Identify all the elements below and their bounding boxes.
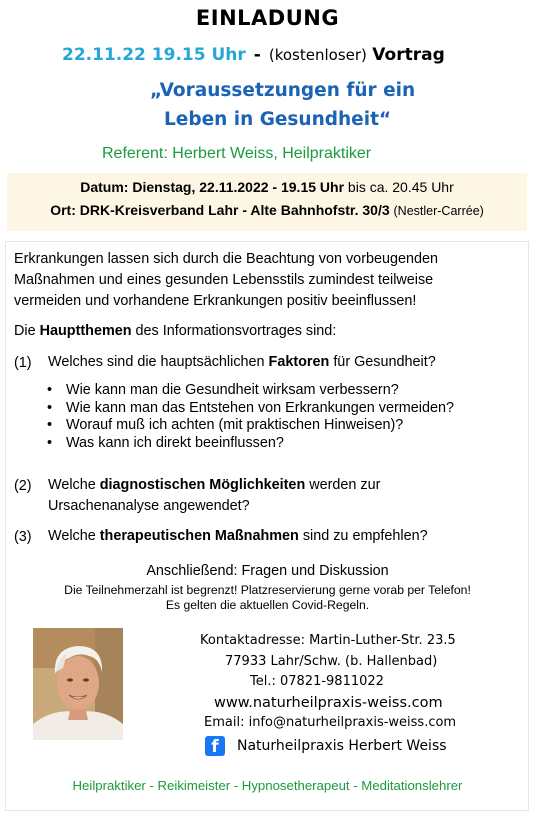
bullet-list — [44, 382, 454, 452]
footer-roles: Heilpraktiker - Reikimeister - Hypnosetherapeut - Meditationslehrer — [72, 778, 463, 793]
list-item-text: Worauf muß ich achten (mit praktischen Hinweisen)? — [66, 417, 404, 433]
website-link[interactable]: www.naturheilpraxis-weiss.com — [214, 694, 443, 711]
place-row — [7, 202, 527, 218]
date-tail: bis ca. 20.45 Uhr — [347, 179, 454, 195]
notice-line-2: Es gelten die aktuellen Covid-Regeln. — [165, 598, 370, 612]
speaker-photo — [33, 628, 123, 740]
question-1 — [48, 352, 436, 373]
question-3-bold: therapeutischen Maßnahmen — [99, 528, 299, 544]
contact-city: 77933 Lahr/Schw. (b. Hallenbad) — [225, 653, 438, 669]
speaker-line: Referent: Herbert Weiss, Heilpraktiker — [102, 145, 372, 162]
question-2 — [48, 475, 380, 496]
lecture-word: Vortrag — [372, 45, 445, 65]
event-line — [62, 45, 445, 65]
bullet-dot-icon: • — [47, 399, 53, 416]
list-item — [44, 400, 454, 418]
date-label: Datum: Dienstag, 22.11.2022 - 19.15 Uhr — [80, 179, 345, 195]
topics-pre: Die — [14, 323, 36, 339]
list-item-text: Wie kann man die Gesundheit wirksam verbessern? — [66, 382, 399, 398]
page-title: EINLADUNG — [195, 6, 340, 30]
facebook-page-name[interactable]: Naturheilpraxis Herbert Weiss — [237, 738, 447, 754]
list-item — [44, 417, 454, 435]
bullet-dot-icon: • — [47, 417, 53, 433]
question-3-pre: Welche — [48, 528, 96, 544]
question-3 — [48, 526, 428, 547]
question-3-number: (3) — [14, 529, 32, 545]
bullet-dot-icon: • — [47, 434, 53, 451]
question-3-post: sind zu empfehlen? — [302, 528, 428, 544]
list-item — [44, 435, 454, 453]
lecture-title-line2: Leben in Gesundheit“ — [164, 109, 392, 130]
event-datetime: 22.11.22 19.15 Uhr — [62, 45, 246, 65]
question-1-pre: Welches sind die hauptsächlichen — [48, 354, 265, 370]
intro-line-1: Erkrankungen lassen sich durch die Beachtung von vorbeugenden — [14, 251, 439, 267]
intro-line-2: Maßnahmen und eines gesunden Lebensstils zumindest teilweise — [14, 272, 434, 288]
place-tail: (Nestler-Carrée) — [393, 204, 484, 218]
lecture-title-line1: „Voraussetzungen für ein — [150, 80, 416, 101]
followup-line: Anschließend: Fragen und Diskussion — [146, 563, 389, 579]
question-2-line2: Ursachenanalyse angewendet? — [48, 498, 250, 514]
intro-line-3: vermeiden und vorhandene Erkrankungen positiv beeinflussen! — [14, 293, 417, 309]
lecture-title — [150, 76, 415, 134]
place-label: Ort: DRK-Kreisverband Lahr - Alte Bahnhofstr. 30/3 — [50, 202, 390, 218]
email-link[interactable]: Email: info@naturheilpraxis-weiss.com — [204, 715, 457, 730]
question-1-bold: Faktoren — [268, 354, 330, 370]
list-item-text: Wie kann man das Entstehen von Erkrankungen vermeiden? — [66, 399, 454, 416]
topics-bold: Hauptthemen — [39, 323, 132, 339]
notice-line-1: Die Teilnehmerzahl ist begrenzt! Platzreservierung gerne vorab per Telefon! — [64, 583, 471, 597]
speaker-portrait — [33, 628, 123, 740]
question-2-post: werden zur — [309, 477, 381, 493]
date-row — [7, 179, 527, 195]
info-box — [7, 173, 527, 231]
question-1-number: (1) — [14, 355, 32, 371]
question-2-bold: diagnostischen Möglichkeiten — [99, 477, 306, 493]
topics-heading — [14, 321, 336, 342]
question-2-number: (2) — [14, 478, 32, 494]
question-2-pre: Welche — [48, 477, 96, 493]
question-1-post: für Gesundheit? — [333, 354, 436, 370]
dash-separator: - — [253, 45, 261, 65]
facebook-row[interactable] — [205, 736, 447, 756]
facebook-icon[interactable]: f — [205, 736, 225, 756]
contact-block — [200, 631, 456, 734]
contact-phone[interactable]: Tel.: 07821-9811022 — [250, 674, 384, 689]
list-item — [44, 382, 454, 400]
list-item-text: Was kann ich direkt beeinflussen? — [66, 434, 284, 451]
topics-post: des Informationsvortrages sind: — [135, 323, 337, 339]
free-note: (kostenloser) — [268, 46, 367, 64]
contact-address: Kontaktadresse: Martin-Luther-Str. 23.5 — [200, 633, 456, 648]
bullet-dot-icon: • — [47, 382, 53, 398]
